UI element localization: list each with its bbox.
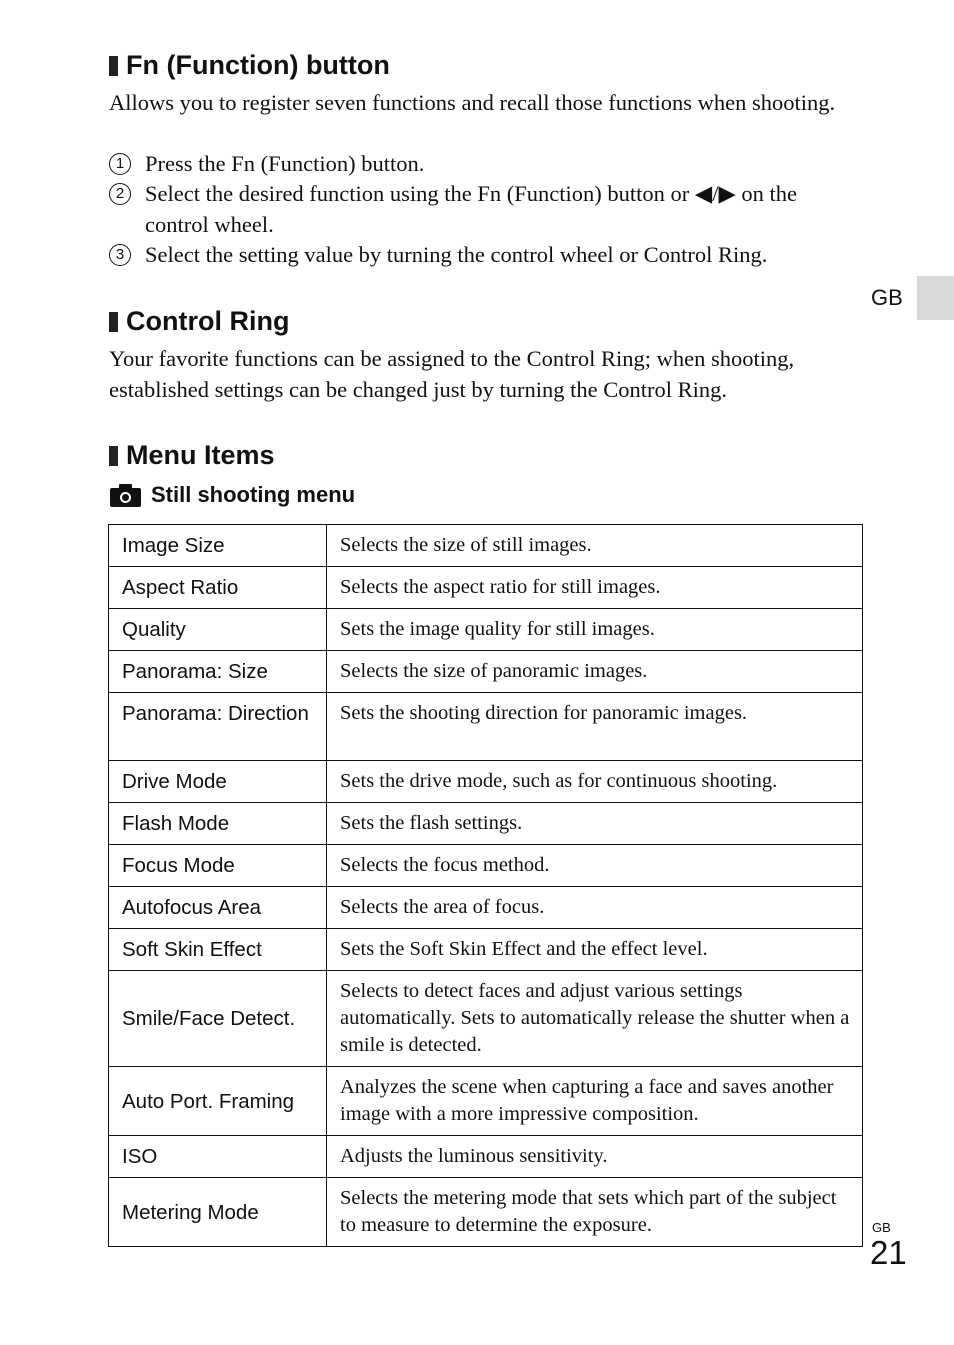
control-ring-title: Control Ring (126, 306, 290, 336)
menu-item-name: Quality (109, 609, 327, 651)
page-region-label: GB (872, 1220, 891, 1235)
table-row (109, 1136, 863, 1178)
step-2 (109, 179, 854, 240)
menu-item-description: Sets the drive mode, such as for continuous shooting. (327, 761, 863, 803)
menu-item-name: Smile/Face Detect. (109, 971, 327, 1067)
fn-button-intro: Allows you to register seven functions and recall those functions when shooting. (109, 90, 836, 115)
heading-marker (109, 56, 118, 76)
table-row (109, 887, 863, 929)
step-text-2: Select the desired function using the Fn (Function) button or ◀/▶ on the control wheel. (145, 181, 798, 237)
table-row (109, 693, 863, 761)
fn-button-title: Fn (Function) button (126, 50, 390, 80)
gb-side-tab (917, 276, 954, 320)
menu-item-description: Selects the focus method. (327, 845, 863, 887)
table-row (109, 761, 863, 803)
table-row (109, 929, 863, 971)
table-row (109, 803, 863, 845)
menu-item-description: Sets the image quality for still images. (327, 609, 863, 651)
menu-item-name: Drive Mode (109, 761, 327, 803)
control-ring-text: Your favorite functions can be assigned to the Control Ring; when shooting, established settings can be changed just by turning the Control Ring. (109, 346, 795, 402)
table-row (109, 845, 863, 887)
step-3 (109, 240, 854, 271)
table-row (109, 567, 863, 609)
menu-item-name: Soft Skin Effect (109, 929, 327, 971)
menu-item-name: Aspect Ratio (109, 567, 327, 609)
menu-table (108, 524, 863, 1247)
step-1 (109, 149, 854, 180)
camera-icon (110, 483, 141, 507)
menu-item-description: Selects the aspect ratio for still images. (327, 567, 863, 609)
menu-item-description: Sets the flash settings. (327, 803, 863, 845)
menu-item-name: Flash Mode (109, 803, 327, 845)
menu-item-name: Metering Mode (109, 1178, 327, 1247)
page-number: 21 (870, 1234, 907, 1271)
table-row (109, 971, 863, 1067)
menu-item-description: Adjusts the luminous sensitivity. (327, 1136, 863, 1178)
menu-item-description: Selects the size of still images. (327, 525, 863, 567)
menu-item-description: Selects the metering mode that sets which part of the subject to measure to determine the exposure. (327, 1178, 863, 1247)
menu-item-name: Image Size (109, 525, 327, 567)
step-text-3: Select the setting value by turning the control wheel or Control Ring. (145, 242, 768, 267)
table-row (109, 651, 863, 693)
menu-item-name: Autofocus Area (109, 887, 327, 929)
table-row (109, 609, 863, 651)
control-ring-heading (109, 308, 289, 335)
still-shooting-menu-title: Still shooting menu (151, 482, 356, 507)
still-shooting-menu-heading (110, 482, 355, 508)
menu-item-name: Auto Port. Framing (109, 1067, 327, 1136)
menu-item-name: Focus Mode (109, 845, 327, 887)
menu-item-description: Selects the size of panoramic images. (327, 651, 863, 693)
menu-items-title: Menu Items (126, 440, 275, 470)
menu-item-name: Panorama: Size (109, 651, 327, 693)
menu-items-heading (109, 442, 275, 469)
menu-item-description: Selects the area of focus. (327, 887, 863, 929)
step-number-1: 1 (109, 153, 131, 175)
fn-button-heading (109, 52, 390, 79)
table-row (109, 525, 863, 567)
gb-side-label: GB (871, 285, 903, 310)
menu-item-description: Sets the shooting direction for panoramic images. (327, 693, 863, 761)
menu-item-name: ISO (109, 1136, 327, 1178)
heading-marker (109, 312, 118, 332)
menu-item-description: Selects to detect faces and adjust various settings automatically. Sets to automatically release the shutter when a smile is detected. (327, 971, 863, 1067)
step-text-1: Press the Fn (Function) button. (145, 151, 425, 176)
menu-item-description: Sets the Soft Skin Effect and the effect level. (327, 929, 863, 971)
table-row (109, 1067, 863, 1136)
step-number-3: 3 (109, 244, 131, 266)
menu-item-name: Panorama: Direction (109, 693, 327, 761)
table-row (109, 1178, 863, 1247)
heading-marker (109, 446, 118, 466)
menu-item-description: Analyzes the scene when capturing a face and saves another image with a more impressive composition. (327, 1067, 863, 1136)
step-number-2: 2 (109, 183, 131, 205)
